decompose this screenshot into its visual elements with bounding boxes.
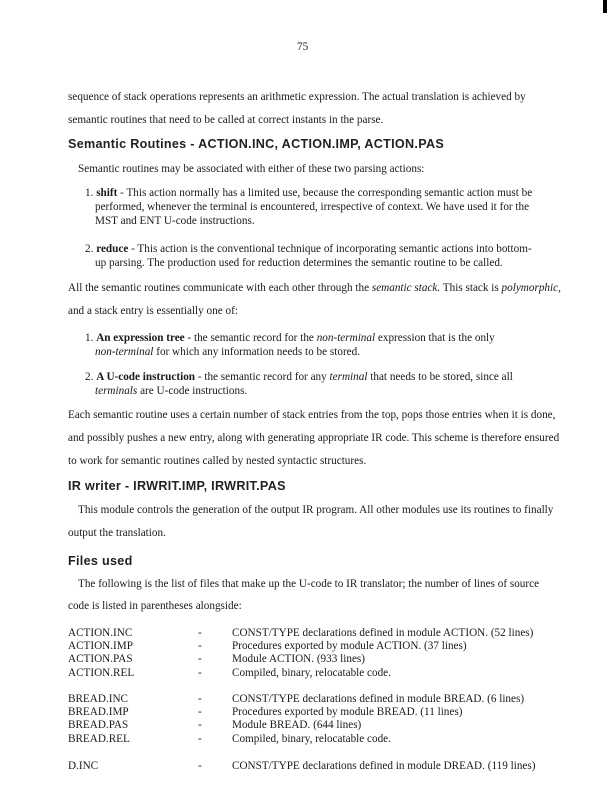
- file-name: BREAD.REL: [68, 733, 130, 745]
- paragraph-line: and a stack entry is essentially one of:: [68, 305, 238, 317]
- list-text: up parsing. The production used for reduction determines the semantic routine to be called.: [95, 257, 503, 269]
- paragraph-line: and possibly pushes a new entry, along with generating appropriate IR code. This scheme is therefore ensured: [68, 432, 560, 444]
- separator: -: [198, 760, 202, 772]
- separator: -: [198, 733, 202, 745]
- paragraph-line: semantic routines that need to be called at correct instants in the parse.: [68, 114, 384, 126]
- file-description: Module BREAD. (644 lines): [232, 719, 362, 731]
- text: - the semantic record for any: [195, 371, 330, 383]
- text: for which any information needs to be stored.: [153, 346, 361, 358]
- list-item-ucode-instruction: [85, 370, 513, 384]
- paragraph-line: The following is the list of files that make up the U-code to IR translator; the number of lines of source: [78, 578, 540, 590]
- list-term: reduce: [96, 243, 129, 255]
- file-description: Module ACTION. (933 lines): [232, 653, 365, 665]
- list-number: 2.: [85, 371, 94, 383]
- section-heading-irwriter: IR writer - IRWRIT.IMP, IRWRIT.PAS: [68, 479, 286, 493]
- page-number: 75: [297, 41, 309, 53]
- list-text: MST and ENT U-code instructions.: [95, 215, 255, 227]
- text: expression that is the only: [375, 332, 495, 344]
- list-term: An expression tree: [96, 332, 185, 344]
- file-name: ACTION.INC: [68, 627, 133, 639]
- paragraph-line: to work for semantic routines called by nested syntactic structures.: [68, 455, 367, 467]
- list-item-reduce: [85, 242, 532, 256]
- file-name: BREAD.IMP: [68, 706, 129, 718]
- separator: -: [198, 706, 202, 718]
- emphasis: terminals: [95, 385, 138, 397]
- file-description: CONST/TYPE declarations defined in module DREAD. (119 lines): [232, 760, 536, 772]
- text: This stack is: [440, 282, 502, 294]
- text: - the semantic record for the: [184, 332, 317, 344]
- paragraph-line: code is listed in parentheses alongside:: [68, 600, 242, 612]
- file-description: Compiled, binary, relocatable code.: [232, 667, 391, 679]
- separator: -: [198, 693, 202, 705]
- emphasis: non-terminal: [95, 346, 154, 358]
- emphasis: polymorphic,: [501, 282, 561, 294]
- file-name: ACTION.IMP: [68, 640, 133, 652]
- text: are U-code instructions.: [137, 385, 248, 397]
- paragraph-line: [68, 281, 561, 295]
- file-name: BREAD.INC: [68, 693, 128, 705]
- section-heading-semantic: Semantic Routines - ACTION.INC, ACTION.IMP, ACTION.PAS: [68, 137, 445, 151]
- file-description: Procedures exported by module BREAD. (11 lines): [232, 706, 463, 718]
- file-name: ACTION.PAS: [68, 653, 133, 665]
- file-description: CONST/TYPE declarations defined in module BREAD. (6 lines): [232, 693, 525, 705]
- list-number: 2.: [85, 243, 94, 255]
- separator: -: [198, 667, 202, 679]
- paragraph-line: Each semantic routine uses a certain number of stack entries from the top, pops those entries when it is done,: [68, 409, 556, 421]
- list-text: [95, 345, 360, 359]
- list-item-shift: [85, 186, 532, 200]
- emphasis: non-terminal: [316, 332, 376, 344]
- list-term: shift: [96, 187, 118, 199]
- text: that needs to be stored, since all: [367, 371, 513, 383]
- list-text: - This action normally has a limited use, because the corresponding semantic action must be: [120, 187, 533, 199]
- emphasis: terminal: [329, 371, 368, 383]
- list-item-expression-tree: [85, 331, 495, 345]
- list-text: performed, whenever the terminal is encountered, irrespective of context. We have used it for the: [95, 201, 530, 213]
- list-text: - This action is the conventional technique of incorporating semantic actions into bottom-: [131, 243, 532, 255]
- file-name: ACTION.REL: [68, 667, 135, 679]
- separator: -: [198, 627, 202, 639]
- file-name: BREAD.PAS: [68, 719, 129, 731]
- separator: -: [198, 640, 202, 652]
- text: All the semantic routines communicate with each other through the: [68, 282, 372, 294]
- section-heading-files: Files used: [68, 554, 133, 568]
- file-description: CONST/TYPE declarations defined in module ACTION. (52 lines): [232, 627, 534, 639]
- paragraph-line: output the translation.: [68, 527, 166, 539]
- paragraph-line: This module controls the generation of the output IR program. All other modules use its routines to finally: [78, 504, 554, 516]
- list-number: 1.: [85, 187, 94, 199]
- file-description: Procedures exported by module ACTION. (37 lines): [232, 640, 467, 652]
- list-text: [95, 384, 247, 398]
- separator: -: [198, 719, 202, 731]
- file-description: Compiled, binary, relocatable code.: [232, 733, 391, 745]
- paragraph-line: sequence of stack operations represents an arithmetic expression. The actual translation is achieved by: [68, 91, 526, 103]
- list-term: A U-code instruction: [96, 371, 196, 383]
- emphasis: semantic stack.: [371, 282, 441, 294]
- file-name: D.INC: [68, 760, 99, 772]
- paragraph-line: Semantic routines may be associated with either of these two parsing actions:: [78, 163, 425, 175]
- scan-edge-mark: [603, 0, 607, 13]
- separator: -: [198, 653, 202, 665]
- list-number: 1.: [85, 332, 94, 344]
